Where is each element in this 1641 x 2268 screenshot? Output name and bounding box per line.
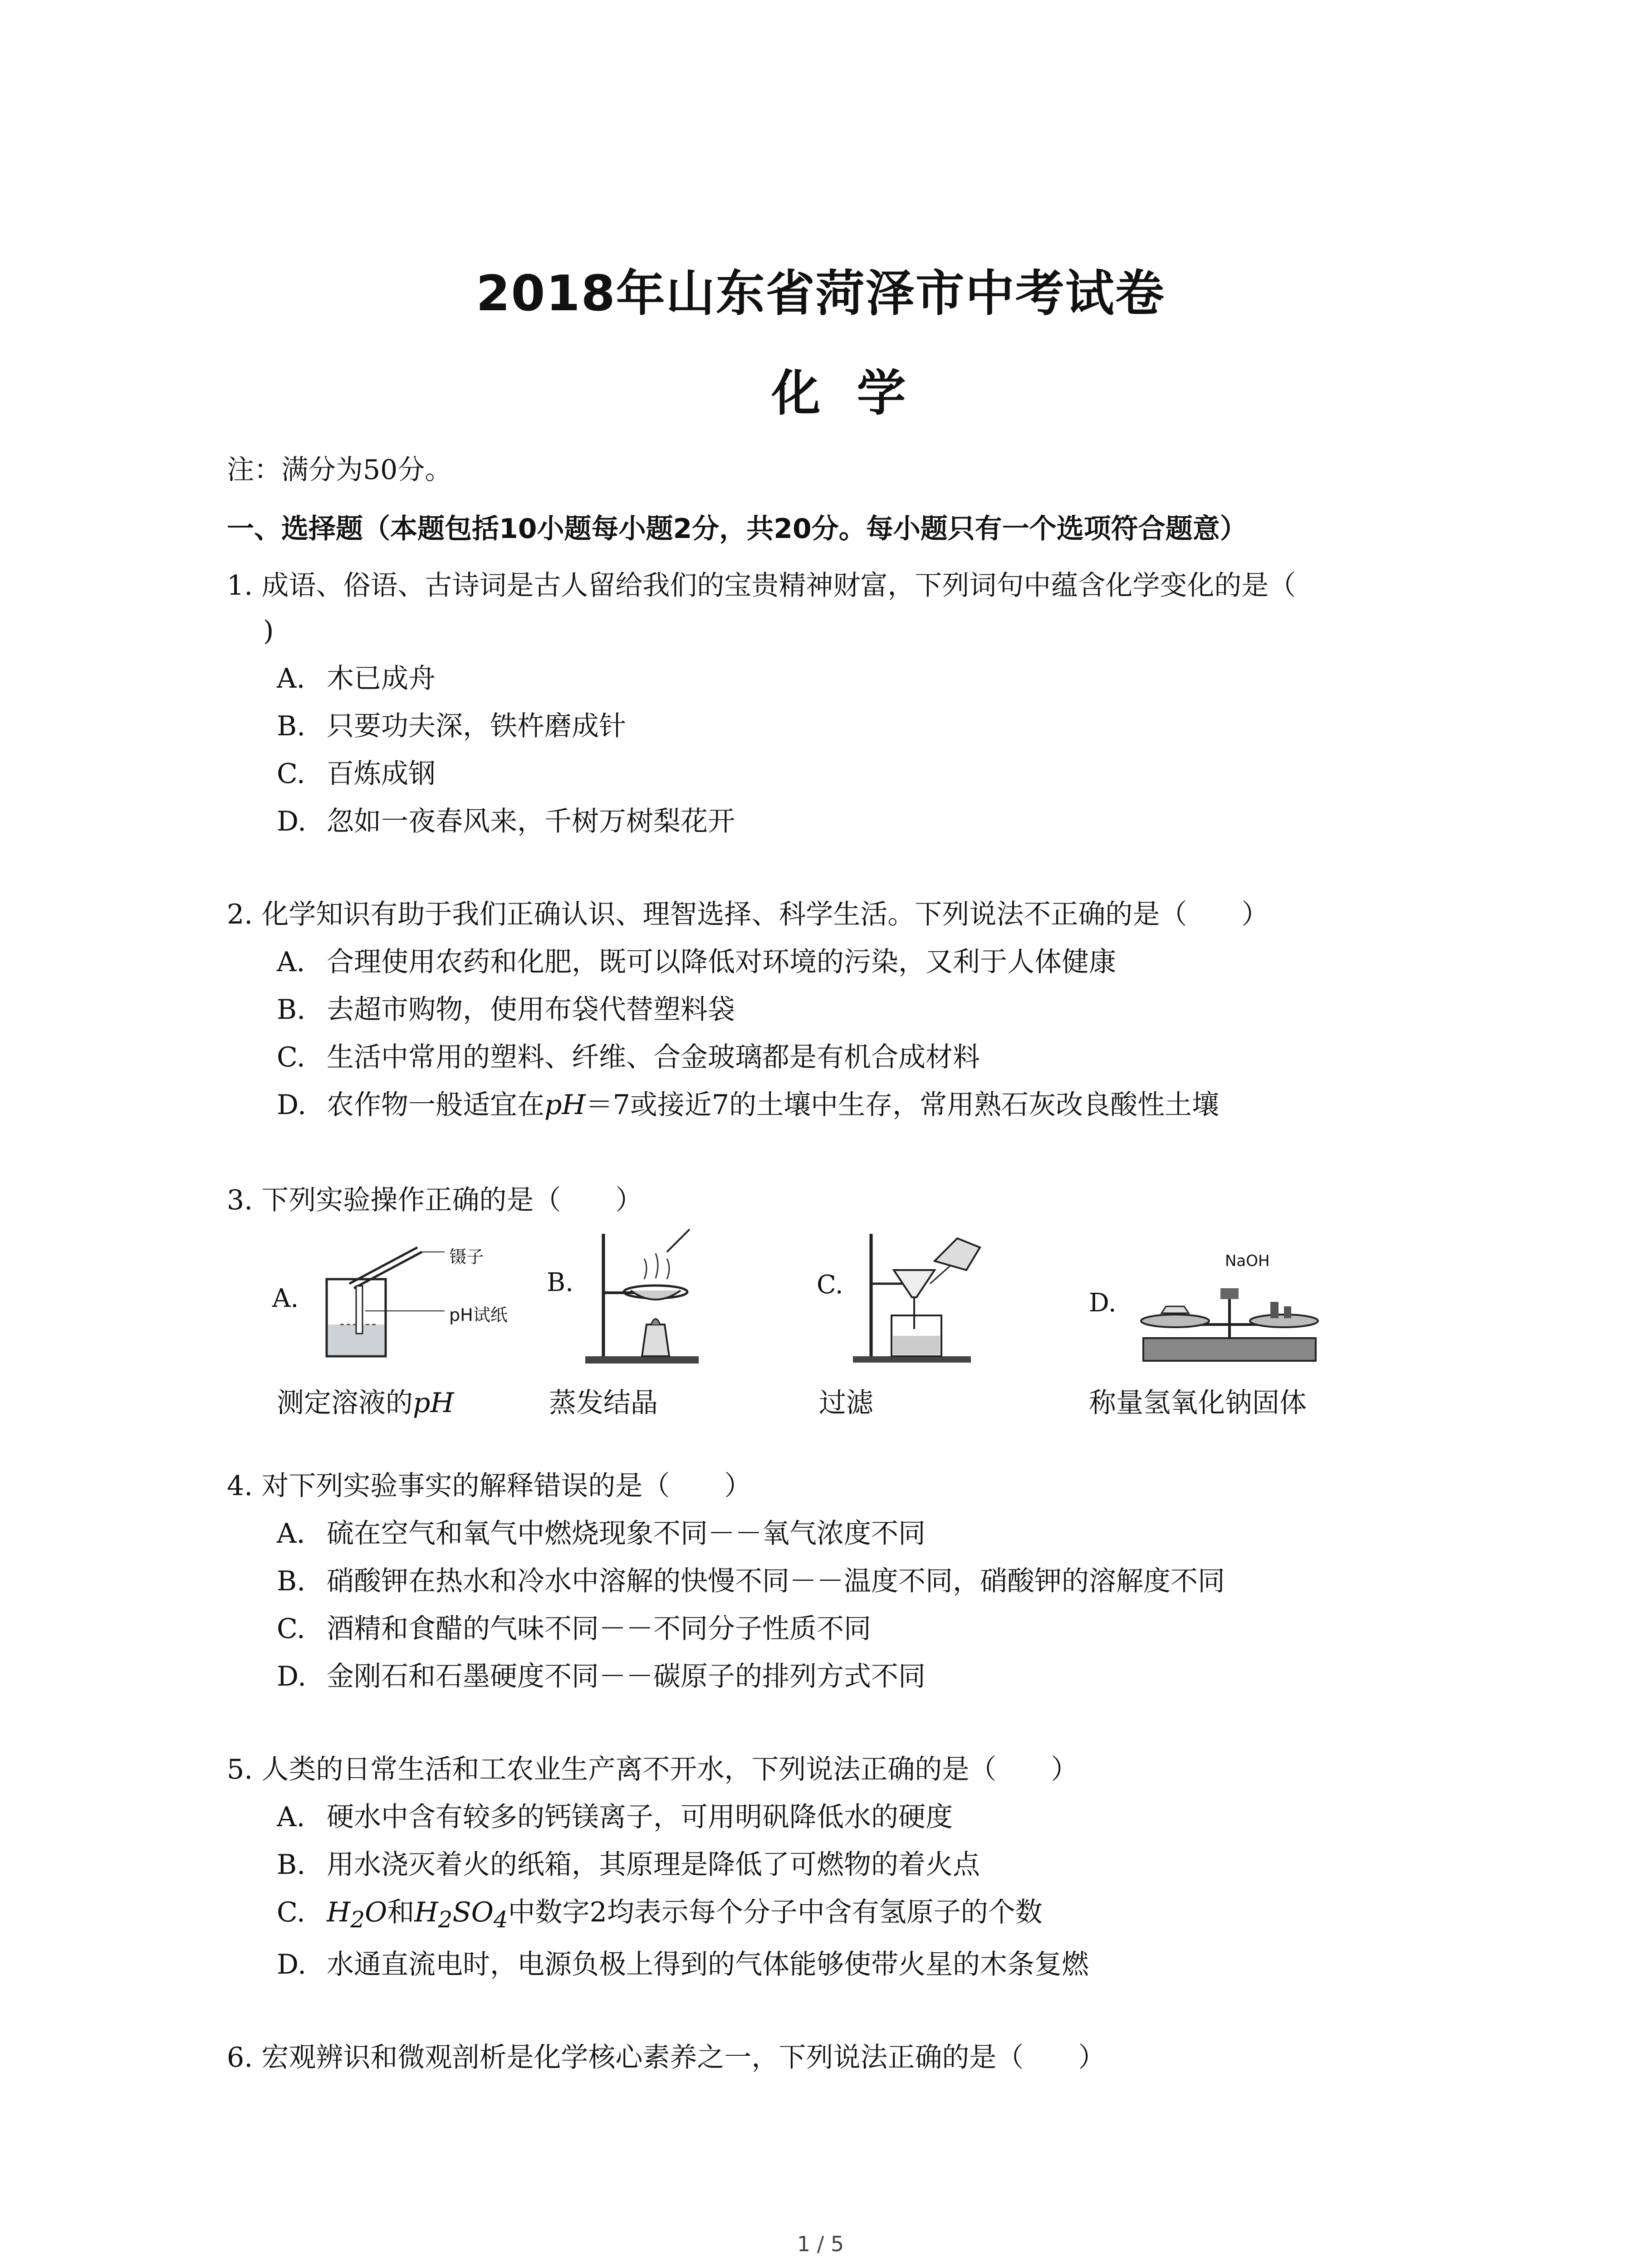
question-4-stem: 4. 对下列实验事实的解释错误的是（ ） [227,1470,752,1502]
subject-title: 化学 [771,365,942,422]
question-4-option-d[interactable]: D. 金刚石和石墨硬度不同－－碳原子的排列方式不同 [277,1661,926,1692]
evaporation-apparatus-figure [576,1225,726,1370]
question-1-stem-cont: ) [263,615,274,647]
question-5-option-a[interactable]: A. 硬水中含有较多的钙镁离子，可用明矾降低水的硬度 [277,1801,953,1833]
figure-d-caption: 称量氢氧化钠固体 [1089,1387,1307,1419]
question-4-option-b[interactable]: B. 硝酸钾在热水和冷水中溶解的快慢不同－－温度不同，硝酸钾的溶解度不同 [277,1565,1225,1597]
figure-c-label[interactable]: C. [817,1270,843,1300]
question-4-option-a[interactable]: A. 硫在空气和氧气中燃烧现象不同－－氧气浓度不同 [277,1518,926,1549]
question-1-option-c[interactable]: C. 百炼成钢 [277,758,436,790]
question-2-stem: 2. 化学知识有助于我们正确认识、理智选择、科学生活。下列说法不正确的是（ ） [227,899,1269,930]
question-1-stem: 1. 成语、俗语、古诗词是古人留给我们的宝贵精神财富，下列词句中蕴含化学变化的是（ [227,570,1296,601]
question-5-option-d[interactable]: D. 水通直流电时，电源负极上得到的气体能够使带火星的木条复燃 [277,1949,1089,1980]
page-title: 2018年山东省菏泽市中考试卷 [476,265,1165,322]
question-3-stem: 3. 下列实验操作正确的是（ ） [227,1184,643,1216]
tweezers-tag: 镊子 [449,1247,484,1267]
question-1-option-b[interactable]: B. 只要功夫深，铁杵磨成针 [277,710,626,742]
question-1-option-a[interactable]: A. 木已成舟 [277,663,436,694]
question-5-option-c[interactable]: C. $H_2O$和$H_2SO_4$中数字2均表示每个分子中含有氢原子的个数 [277,1897,1043,1933]
section-heading: 一、选择题（本题包括10小题每小题2分，共20分。每小题只有一个选项符合题意） [227,513,1247,545]
question-2-option-b[interactable]: B. 去超市购物，使用布袋代替塑料袋 [277,994,735,1026]
question-5-stem: 5. 人类的日常生活和工农业生产离不开水，下列说法正确的是（ ） [227,1754,1078,1785]
question-2-option-a[interactable]: A. 合理使用农药和化肥，既可以降低对环境的污染，又利于人体健康 [277,946,1116,978]
question-2-option-c[interactable]: C. 生活中常用的塑料、纤维、合金玻璃都是有机合成材料 [277,1041,980,1073]
ph-paper-tag: pH试纸 [449,1305,508,1325]
figure-b-label[interactable]: B. [547,1268,573,1297]
figure-a-label[interactable]: A. [272,1284,299,1313]
question-6-stem: 6. 宏观辨识和微观剖析是化学核心素养之一，下列说法正确的是（ ） [227,2042,1106,2073]
figure-c-caption: 过滤 [819,1387,873,1419]
filtration-apparatus-figure [848,1225,994,1370]
figure-d-label[interactable]: D. [1089,1288,1117,1318]
question-5-option-b[interactable]: B. 用水浇灭着火的纸箱，其原理是降低了可燃物的着火点 [277,1849,980,1881]
question-1-option-d[interactable]: D. 忽如一夜春风来，千树万树梨花开 [277,806,735,837]
figure-b-caption: 蒸发结晶 [549,1387,658,1419]
question-2-option-d[interactable]: D. 农作物一般适宜在pH＝7或接近7的土壤中生存，常用熟石灰改良酸性土壤 [277,1089,1220,1121]
score-note: 注：满分为50分。 [227,454,452,486]
naoh-tag: NaOH [1225,1252,1270,1270]
question-4-option-c[interactable]: C. 酒精和食醋的气味不同－－不同分子性质不同 [277,1613,871,1645]
page-number: 1 / 5 [797,2232,844,2256]
figure-a-caption: 测定溶液的pH [277,1387,454,1419]
balance-figure [1134,1270,1325,1370]
